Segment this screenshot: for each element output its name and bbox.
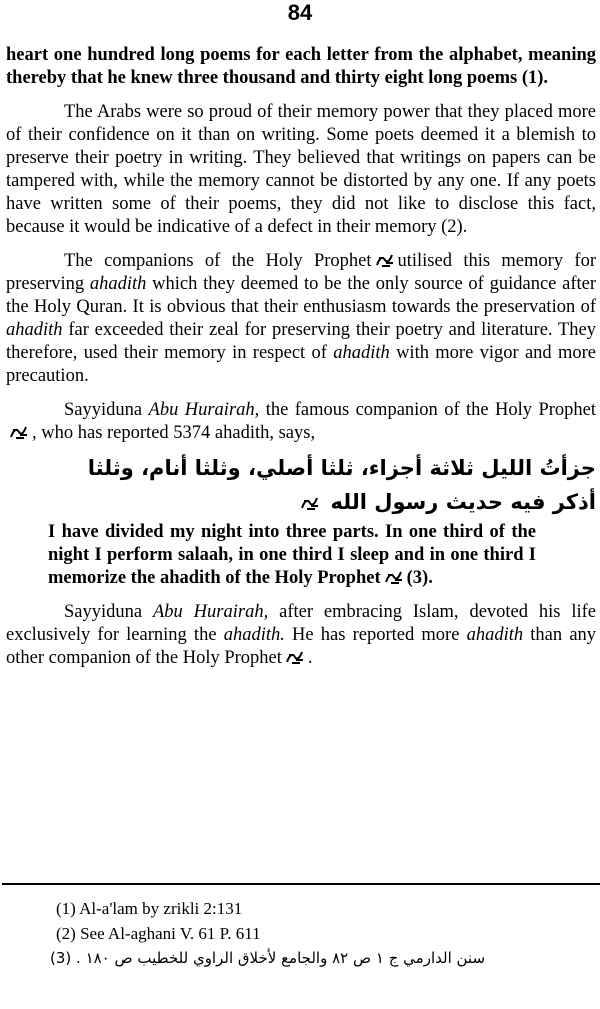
arabic-quote — [6, 451, 596, 519]
salutation-icon — [9, 424, 29, 440]
footnote-1: (1) Al-a'lam by zrikli 2:131 — [56, 899, 243, 918]
page-number: 84 — [287, 0, 313, 25]
paragraph-3: The companions of the Holy Prophet utilised this memory for preserving ahadith which they deemed to be the only source of guidance after the Holy Quran. It is obvious that their enthusiasm towards the preservation of ahadith far exceeded their zeal for preserving their poetry and literature. They therefore, used their memory in respect of ahadith with more vigor and more precaution. — [6, 251, 597, 386]
paragraph-2: The Arabs were so proud of their memory power that they placed more of their confidence on it than on writing. Some poets deemed it a blemish to preserve their poetry in writing. They believed that writings on papers can be tampered with, while the memory cannot be distorted by any one. If any poets have written some of their poems, they did not like to disclose this fact, because it would be indicative of a defect in their memory (2). — [6, 102, 596, 237]
translation-quote: I have divided my night into three parts. In one third of the night I perform salaah, in one third I sleep and in one third I memorize the ahadith of the Holy Prophet (3). — [48, 522, 536, 588]
paragraph-1: heart one hundred long poems for each letter from the alphabet, meaning thereby that he knew three thousand and thirty eight long poems (1). — [6, 45, 596, 88]
salutation-icon — [375, 252, 395, 268]
paragraph-4: Sayyiduna Abu Hurairah, the famous companion of the Holy Prophet, who has reported 5374 ahadith, says, — [6, 399, 596, 445]
page-body — [6, 44, 596, 670]
salutation-icon — [285, 649, 305, 665]
arabic-line-1: جزأتُ الليل ثلاثة أجزاء، ثلثا أصلي، وثلثا أنام، وثلثا — [87, 456, 596, 480]
footnote-3: (3) . سنن الدارمي ج ١ ص ٨٢ والجامع لأخلاق الراوي للخطيب ص ١٨٠ — [50, 949, 486, 967]
paragraph-5: Sayyiduna Abu Hurairah, after embracing Islam, devoted his life exclusively for learning the ahadith. He has reported more ahadith than any other companion of the Holy Prophet . — [6, 602, 597, 668]
footnote-2: (2) See Al-aghani V. 61 P. 611 — [56, 924, 261, 943]
footnotes — [50, 896, 596, 971]
arabic-line-2: أذكر فيه حديث رسول الله — [6, 485, 596, 519]
footnote-divider — [2, 883, 600, 885]
salutation-icon — [384, 569, 404, 585]
salutation-icon — [300, 495, 320, 511]
